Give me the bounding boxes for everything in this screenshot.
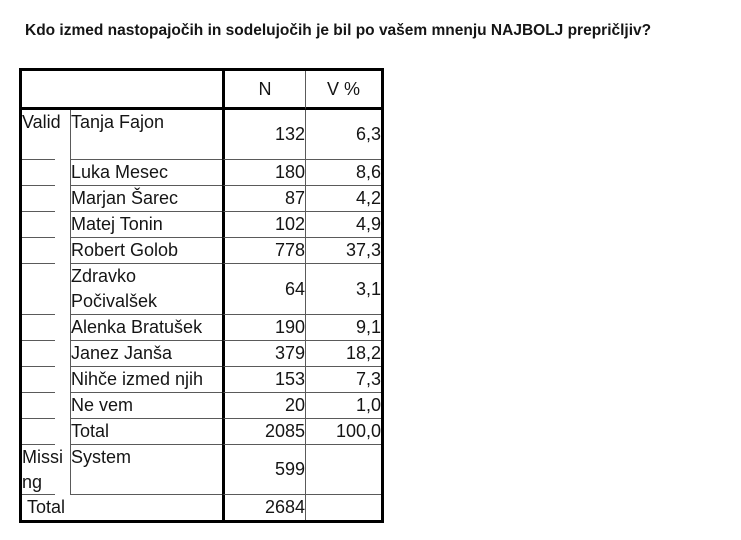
pct-value — [305, 495, 381, 520]
row-label: Nihče izmed njih — [70, 367, 222, 393]
table-row — [22, 315, 381, 341]
n-value: 2085 — [222, 419, 305, 445]
group-cell: Missing — [22, 445, 70, 495]
group-cell — [22, 238, 70, 264]
page-title: Kdo izmed nastopajočih in sodelujočih je bil po vašem mnenju NAJBOLJ prepričljiv? — [25, 22, 652, 39]
group-cell — [22, 186, 70, 212]
pct-value: 100,0 — [305, 419, 381, 445]
frequency-table — [19, 68, 384, 523]
pct-value: 9,1 — [305, 315, 381, 341]
n-value: 778 — [222, 238, 305, 264]
n-value: 190 — [222, 315, 305, 341]
header-blank-cell — [22, 71, 222, 110]
group-cell — [22, 341, 70, 367]
n-value: 599 — [222, 445, 305, 495]
table-row — [22, 393, 381, 419]
row-label: Matej Tonin — [70, 212, 222, 238]
table-row — [22, 367, 381, 393]
row-label: Total — [70, 419, 222, 445]
group-cell — [22, 393, 70, 419]
group-cell — [22, 212, 70, 238]
row-label: Zdravko Počivalšek — [70, 264, 222, 315]
pct-value: 37,3 — [305, 238, 381, 264]
n-value: 132 — [222, 110, 305, 160]
table-row — [22, 186, 381, 212]
table-row — [22, 341, 381, 367]
row-label: Alenka Bratušek — [70, 315, 222, 341]
n-value: 20 — [222, 393, 305, 419]
group-cell: Total — [27, 497, 66, 517]
table-row — [22, 160, 381, 186]
group-cell — [22, 315, 70, 341]
table-row — [22, 264, 381, 315]
row-label: Robert Golob — [70, 238, 222, 264]
table-row — [22, 110, 381, 160]
n-value: 153 — [222, 367, 305, 393]
pct-value: 1,0 — [305, 393, 381, 419]
pct-value: 6,3 — [305, 110, 381, 160]
table-row — [22, 212, 381, 238]
column-header-pct: V % — [305, 71, 381, 110]
table-row — [22, 445, 381, 495]
table-row — [22, 419, 381, 445]
header-row — [22, 71, 381, 110]
row-label: System — [70, 445, 222, 495]
table-row — [22, 495, 381, 520]
pct-value: 4,9 — [305, 212, 381, 238]
pct-value: 8,6 — [305, 160, 381, 186]
pct-value: 18,2 — [305, 341, 381, 367]
pct-value: 7,3 — [305, 367, 381, 393]
row-label: Marjan Šarec — [70, 186, 222, 212]
group-cell — [22, 419, 70, 445]
pct-value: 4,2 — [305, 186, 381, 212]
row-label: Tanja Fajon — [70, 110, 222, 160]
row-label: Janez Janša — [70, 341, 222, 367]
row-label: Ne vem — [70, 393, 222, 419]
n-value: 87 — [222, 186, 305, 212]
group-cell — [22, 367, 70, 393]
n-value: 180 — [222, 160, 305, 186]
n-value: 64 — [222, 264, 305, 315]
n-value: 102 — [222, 212, 305, 238]
group-cell — [22, 160, 70, 186]
group-cell: Valid — [22, 110, 70, 160]
group-cell — [22, 264, 70, 315]
pct-value: 3,1 — [305, 264, 381, 315]
row-label: Luka Mesec — [70, 160, 222, 186]
table-row — [22, 238, 381, 264]
pct-value — [305, 445, 381, 495]
n-value: 379 — [222, 341, 305, 367]
n-value: 2684 — [222, 495, 305, 520]
column-header-n: N — [222, 71, 305, 110]
